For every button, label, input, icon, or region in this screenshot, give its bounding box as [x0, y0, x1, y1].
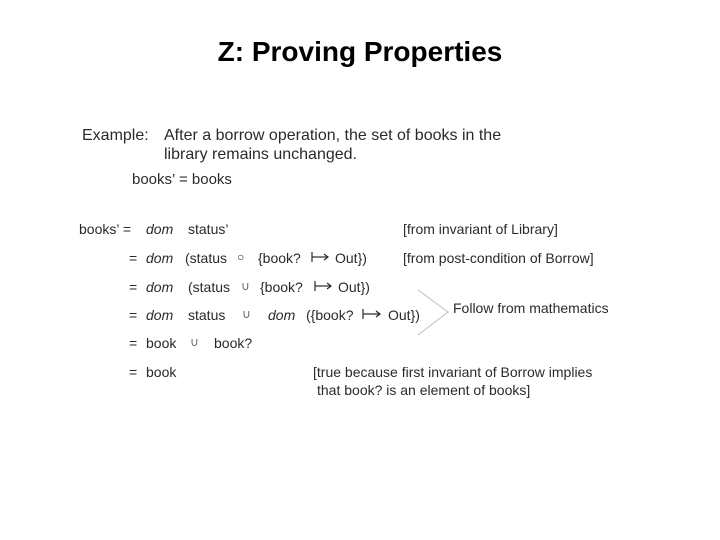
union-operator: ∪ — [190, 335, 199, 349]
maps-to-arrow-icon — [312, 252, 328, 262]
proof-row-6-expr-a: book — [146, 364, 177, 380]
proof-row-2-expr-c: Out}) — [335, 250, 367, 266]
side-note: Follow from mathematics — [453, 300, 609, 316]
proof-row-3-expr-c: Out}) — [338, 279, 370, 295]
proof-row-3-expr-b: {book? — [260, 279, 303, 295]
proof-row-2-dom: dom — [146, 250, 174, 266]
example-line-2: library remains unchanged. — [164, 146, 357, 163]
proof-row-6-lhs: = — [129, 364, 138, 380]
proof-row-1-lhs: books’ = — [79, 221, 132, 237]
slide-title: Z: Proving Properties — [217, 36, 503, 67]
proof-row-3-lhs: = — [129, 279, 138, 295]
union-operator: ∪ — [242, 307, 251, 321]
grouping-bracket-icon — [418, 290, 448, 335]
composition-operator: ○ — [237, 250, 245, 264]
proof-row-4-dom: dom — [146, 307, 174, 323]
example-line-1: After a borrow operation, the set of books in the — [164, 127, 502, 144]
proof-row-4-dom2: dom — [268, 307, 296, 323]
proof-row-1-dom: dom — [146, 221, 174, 237]
proof-row-5-expr-b: book? — [214, 335, 253, 351]
proof-row-4-expr-c: Out}) — [388, 307, 420, 323]
maps-to-arrow-icon — [315, 281, 331, 291]
proof-row-1-reason: [from invariant of Library] — [403, 221, 558, 237]
proof-row-2-expr-b: {book? — [258, 250, 301, 266]
proof-row-6-reason-2: that book? is an element of books] — [317, 382, 531, 398]
example-label: Example: — [82, 127, 149, 144]
proof-row-4-expr-a: status — [188, 307, 226, 323]
maps-to-arrow-icon — [363, 309, 380, 319]
proof-row-5-lhs: = — [129, 335, 138, 351]
proof-row-3-dom: dom — [146, 279, 174, 295]
proof-row-3-expr-a: (status — [188, 279, 231, 295]
proof-row-1-expr: status’ — [188, 221, 229, 237]
proof-row-4-lhs: = — [129, 307, 138, 323]
proof-row-2-expr-a: (status — [185, 250, 228, 266]
proof-row-4-expr-b: ({book? — [306, 307, 354, 323]
proof-row-5-expr-a: book — [146, 335, 177, 351]
proof-row-2-lhs: = — [129, 250, 138, 266]
union-operator: ∪ — [241, 279, 250, 293]
proof-row-6-reason-1: [true because first invariant of Borrow implies — [313, 364, 593, 380]
proof-row-2-reason: [from post-condition of Borrow] — [403, 250, 594, 266]
example-formula: books’ = books — [132, 171, 232, 188]
